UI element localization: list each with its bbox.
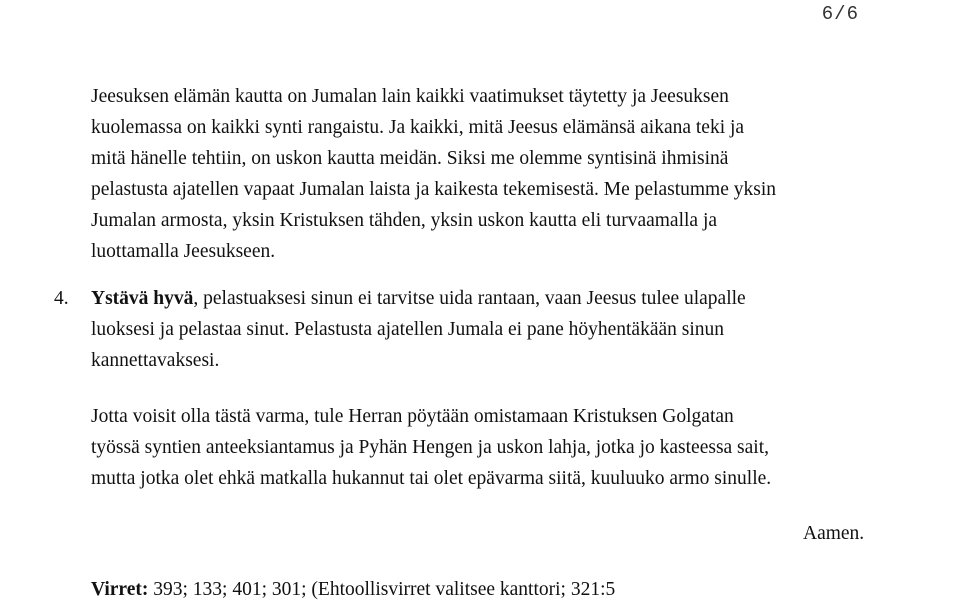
- text-line: mutta jotka olet ehkä matkalla hukannut tai olet epävarma siitä, kuuluuko armo sinulle.: [91, 468, 772, 489]
- text-line: pelastusta ajatellen vapaat Jumalan laista ja kaikesta tekemisestä. Me pelastumme yksin: [91, 179, 776, 200]
- text-line: Jumalan armosta, yksin Kristuksen tähden, yksin uskon kautta eli turvaamalla ja: [91, 210, 718, 231]
- section-number: 4.: [54, 288, 69, 309]
- hymns-text: 393; 133; 401; 301; (Ehtoollisvirret valitsee kanttori; 321:5: [148, 579, 616, 600]
- text-line: kuolemassa on kaikki synti rangaistu. Ja kaikki, mitä Jeesus elämänsä aikana teki ja: [91, 117, 745, 138]
- text-line: luoksesi ja pelastaa sinut. Pelastusta ajatellen Jumala ei pane höyhentäkään sinun: [91, 319, 725, 340]
- hymns-line: [91, 574, 615, 605]
- paragraph-invitation: [91, 401, 959, 494]
- text-line: Jeesuksen elämän kautta on Jumalan lain kaikki vaatimukset täytetty ja Jeesuksen: [91, 86, 729, 107]
- text-line: mitä hänelle tehtiin, on uskon kautta meidän. Siksi me olemme syntisinä ihmisinä: [91, 148, 729, 169]
- bold-lead: Ystävä hyvä: [91, 288, 194, 309]
- paragraph-justification: [91, 81, 959, 267]
- text-line: työssä syntien anteeksiantamus ja Pyhän Hengen ja uskon lahja, jotka jo kasteessa sait,: [91, 437, 770, 458]
- page-number: 6/6: [821, 3, 859, 25]
- text-line: kannettavaksesi.: [91, 350, 220, 371]
- hymns-label: Virret:: [91, 579, 149, 600]
- closing-amen: Aamen.: [803, 523, 865, 544]
- text-line: [91, 283, 959, 314]
- text-line: Jotta voisit olla tästä varma, tule Herran pöytään omistamaan Kristuksen Golgatan: [91, 406, 734, 427]
- paragraph-section-4: [91, 283, 959, 376]
- text-line: luottamalla Jeesukseen.: [91, 241, 276, 262]
- line-rest: , pelastuaksesi sinun ei tarvitse uida rantaan, vaan Jeesus tulee ulapalle: [193, 288, 746, 309]
